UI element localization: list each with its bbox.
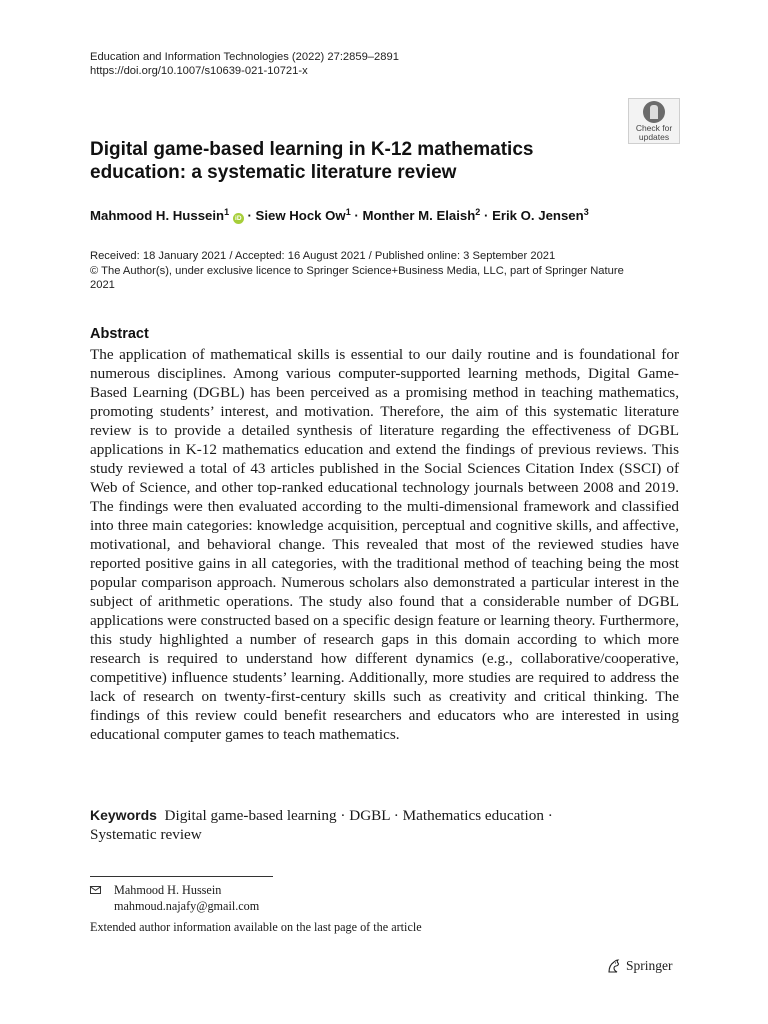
- publication-history: [90, 249, 690, 293]
- keywords: [90, 806, 650, 844]
- author-name[interactable]: Mahmood H. Hussein: [90, 208, 225, 223]
- journal-header: [90, 50, 399, 78]
- keywords-line-1: Digital game-based learning · DGBL · Mathematics education ·: [164, 807, 553, 824]
- corresponding-author-name: Mahmood H. Hussein: [114, 883, 222, 897]
- copyright-line: © The Author(s), under exclusive licence to Springer Science+Business Media, LLC, part of Springer Nature: [90, 264, 624, 277]
- extended-author-info: Extended author information available on the last page of the article: [90, 920, 422, 934]
- keywords-label: Keywords: [90, 807, 157, 823]
- orcid-icon[interactable]: iD: [233, 213, 244, 224]
- corresponding-author-email[interactable]: mahmoud.najafy@gmail.com: [114, 899, 260, 913]
- footnote-divider: [90, 876, 273, 877]
- author-name[interactable]: Siew Hock Ow: [255, 208, 346, 223]
- author-separator: ·: [483, 208, 489, 223]
- check-for-updates-icon: [643, 101, 665, 123]
- author-separator: ·: [247, 208, 252, 223]
- check-for-updates-badge[interactable]: [628, 98, 680, 144]
- abstract-heading: Abstract: [90, 326, 149, 342]
- keywords-line-2: Systematic review: [90, 826, 202, 843]
- publisher-name: Springer: [626, 958, 673, 973]
- author-separator: ·: [354, 208, 359, 223]
- affiliation-marker: 1: [224, 207, 230, 217]
- title-line-2: education: a systematic literature review: [90, 162, 457, 183]
- springer-horse-icon: [606, 958, 622, 974]
- envelope-icon: [90, 886, 101, 894]
- publisher-logo: [606, 958, 673, 974]
- dates-line: Received: 18 January 2021 / Accepted: 16 August 2021 / Published online: 3 September 2021: [90, 250, 556, 262]
- author-name[interactable]: Erik O. Jensen: [492, 208, 584, 223]
- doi-link[interactable]: https://doi.org/10.1007/s10639-021-10721-x: [90, 65, 308, 77]
- copyright-year: 2021: [90, 279, 115, 291]
- author-list: [90, 207, 589, 224]
- author-name[interactable]: Monther M. Elaish: [362, 208, 476, 223]
- title-line-1: Digital game-based learning in K-12 mathematics: [90, 139, 534, 160]
- affiliation-marker: 3: [583, 207, 589, 217]
- affiliation-marker: 2: [475, 207, 481, 217]
- affiliation-marker: 1: [345, 207, 351, 217]
- abstract-body: The application of mathematical skills is essential to our daily routine and is foundational for numerous disciplines. Among various computer-supported learning methods, Digital Game-Based Learning (DGBL) has been perceived as a promising method in teaching mathematics, promoting students’ interest, and motivation. Therefore, the aim of this systematic literature review is to provide a detailed synthesis of literature regarding the effectiveness of DGBL applications in K-12 mathematics education and extend the findings of previous reviews. This study reviewed a total of 43 articles published in the Social Sciences Citation Index (SSCI) of Web of Science, and other top-ranked educational technology journals between 2008 and 2019. The findings were then evaluated according to the multi-dimensional framework and classified into three main categories: knowledge acquisition, perceptual and cognitive skills, and affective, motivational, and behavioral change. This revealed that most of the reviewed studies have reported positive gains in all categories, with the traditional method of teaching being the most popular comparison approach. Numerous scholars also demonstrated a particular interest in the subject of arithmetic operations. The study also found that a considerable number of DGBL applications were constructed based on a specific design feature or learning theory. Furthermore, this study highlighted a number of research gaps in this domain according to which more research is required to understand how different dynamics (e.g., collaborative/cooperative, competitive) influence students’ learning. Additionally, more studies are required to address the lack of research on twenty-first-century skills such as creativity and critical thinking. The findings of this review could benefit researchers and educators who are interested in using educational computer games to teach mathematics.: [90, 346, 679, 743]
- article-title: [90, 138, 610, 184]
- journal-citation: Education and Information Technologies (2022) 27:2859–2891: [90, 51, 399, 63]
- check-for-updates-label: Check for updates: [635, 123, 673, 142]
